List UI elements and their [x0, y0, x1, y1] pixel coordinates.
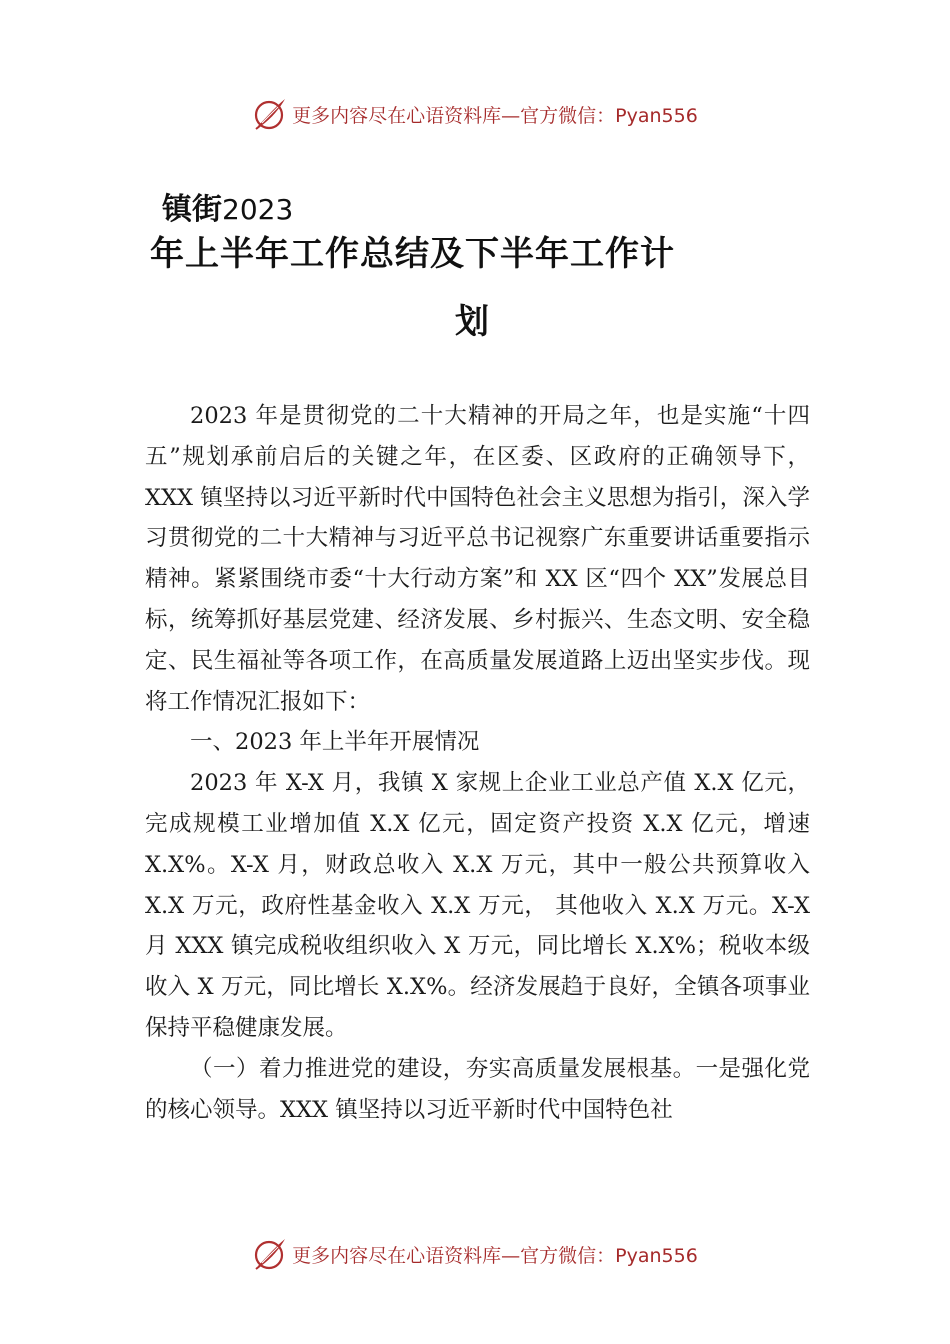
watermark-text: 更多内容尽在心语资料库—官方微信：Pyan556	[292, 104, 698, 127]
paragraph-party-building: （一）着力推进党的建设，夯实高质量发展根基。一是强化党的核心领导。XXX 镇坚持以习近平新时代中国特色社	[145, 1055, 810, 1123]
page-title: 年上半年工作总结及下半年工作计	[150, 234, 675, 274]
watermark-wechat-id: Pyan556	[615, 1244, 698, 1267]
watermark-wechat-id: Pyan556	[615, 104, 698, 127]
paragraph-intro: 2023 年是贯彻党的二十大精神的开局之年，也是实施“十四五”规划承前启后的关键之年，在区委、区政府的正确领导下，XXX 镇坚持以习近平新时代中国特色社会主义思想为指引，深入学习贯彻党的二十大精神与习近平总书记视察广东重要讲话重要指示精神。紧紧围绕市委“十大行动方案”和 XX 区“四个 XX”发展总目标，统筹抓好基层党建、经济发展、乡村振兴、生态文明、安全稳定、民生福祉等各项工作，在高质量发展道路上迈出坚实步伐。现将工作情况汇报如下：	[145, 403, 810, 715]
section-heading: 一、2023 年上半年开展情况	[190, 729, 480, 756]
title-prefix-text: 镇街	[162, 192, 222, 227]
quill-pen-logo-icon	[252, 96, 288, 132]
quill-pen-logo-icon	[252, 1236, 288, 1272]
document-body	[145, 396, 810, 1130]
watermark-text: 更多内容尽在心语资料库—官方微信：Pyan556	[292, 1244, 698, 1267]
page-title-tail: 划	[455, 302, 489, 342]
title-year: 2023	[222, 193, 294, 226]
paragraph-economy: 2023 年 X-X 月，我镇 X 家规上企业工业总产值 X.X 亿元，完成规模工业增加值 X.X 亿元，固定资产投资 X.X 亿元，增速 X.X%。X-X 月，财政总收入 X.X 万元，其中一般公共预算收入 X.X 万元，政府性基金收入 X.X 万元， 其他收入 X.X 万元。X-X 月 XXX 镇完成税收组织收入 X 万元，同比增长 X.X%；税收本级收入 X 万元，同比增长 X.X%。经济发展趋于良好，全镇各项事业保持平稳健康发展。	[145, 770, 810, 1041]
watermark-banner-bottom	[0, 1234, 950, 1274]
title-prefix	[162, 190, 293, 230]
watermark-banner-top	[0, 94, 950, 134]
